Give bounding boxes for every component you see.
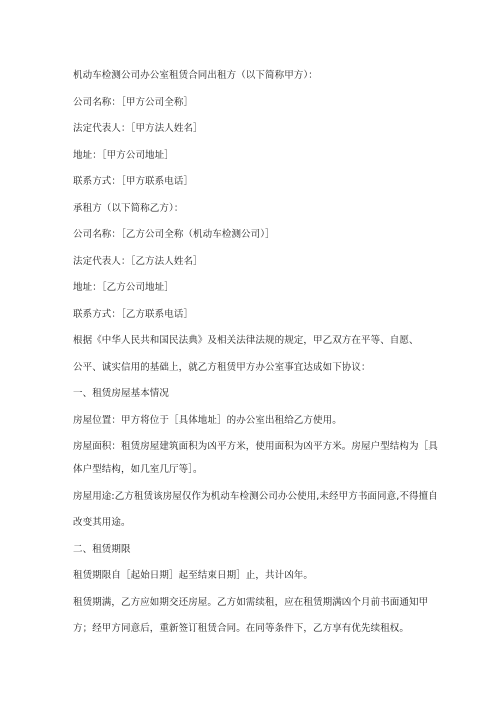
lease-renewal-line-2: 方；经甲方同意后，重新签订租赁合同。在同等条件下，乙方享有优先续租权。 xyxy=(73,623,410,634)
property-use-line-2: 改变其用途。 xyxy=(73,517,131,528)
lessor-address: 地址：［甲方公司地址］ xyxy=(73,150,174,161)
property-area-line-2: 体户型结构，如几室几厅等］。 xyxy=(73,464,203,475)
lessor-contact: 联系方式：［甲方联系电话］ xyxy=(73,176,194,187)
property-area-line-1: 房屋面积：租赁房屋建筑面积为凶平方米，使用面积为凶平方米。房屋户型结构为［具 xyxy=(73,441,438,452)
property-use-line-1: 房屋用途:乙方租赁该房屋仅作为机动车检测公司办公使用,未经甲方书面同意,不得擅自 xyxy=(73,491,438,502)
contract-title-line: 机动车检测公司办公室租赁合同出租方（以下简称甲方）： xyxy=(73,70,318,81)
lessor-legal-rep: 法定代表人：［甲方法人姓名］ xyxy=(73,123,203,134)
lessee-company-name: 公司名称：［乙方公司全称（机动车检测公司）］ xyxy=(73,229,275,240)
section-2-heading: 二、租赁期限 xyxy=(73,544,131,555)
lessee-heading: 承租方（以下简称乙方）： xyxy=(73,203,184,214)
lessee-address: 地址：［乙方公司地址］ xyxy=(73,282,174,293)
preamble-line-2: 公平、诚实信用的基础上，就乙方租赁甲方办公室事宜达成如下协议： xyxy=(73,362,371,373)
preamble-line-1: 根据《中华人民共和国民法典》及相关法律法规的规定，甲乙双方在平等、自愿、 xyxy=(73,335,419,346)
lessor-company-name: 公司名称：［甲方公司全称］ xyxy=(73,97,194,108)
section-1-heading: 一、租赁房屋基本情况 xyxy=(73,388,170,399)
property-location: 房屋位置：甲方将位于［具体地址］的办公室出租给乙方使用。 xyxy=(73,415,342,426)
lessee-contact: 联系方式：［乙方联系电话］ xyxy=(73,309,194,320)
lease-renewal-line-1: 租赁期满，乙方应如期交还房屋。乙方如需续租，应在租赁期满凶个月前书面通知甲 xyxy=(73,597,429,608)
lessee-legal-rep: 法定代表人：［乙方法人姓名］ xyxy=(73,256,203,267)
lease-term: 租赁期限自［起始日期］起至结束日期］止，共计凶年。 xyxy=(73,570,314,581)
